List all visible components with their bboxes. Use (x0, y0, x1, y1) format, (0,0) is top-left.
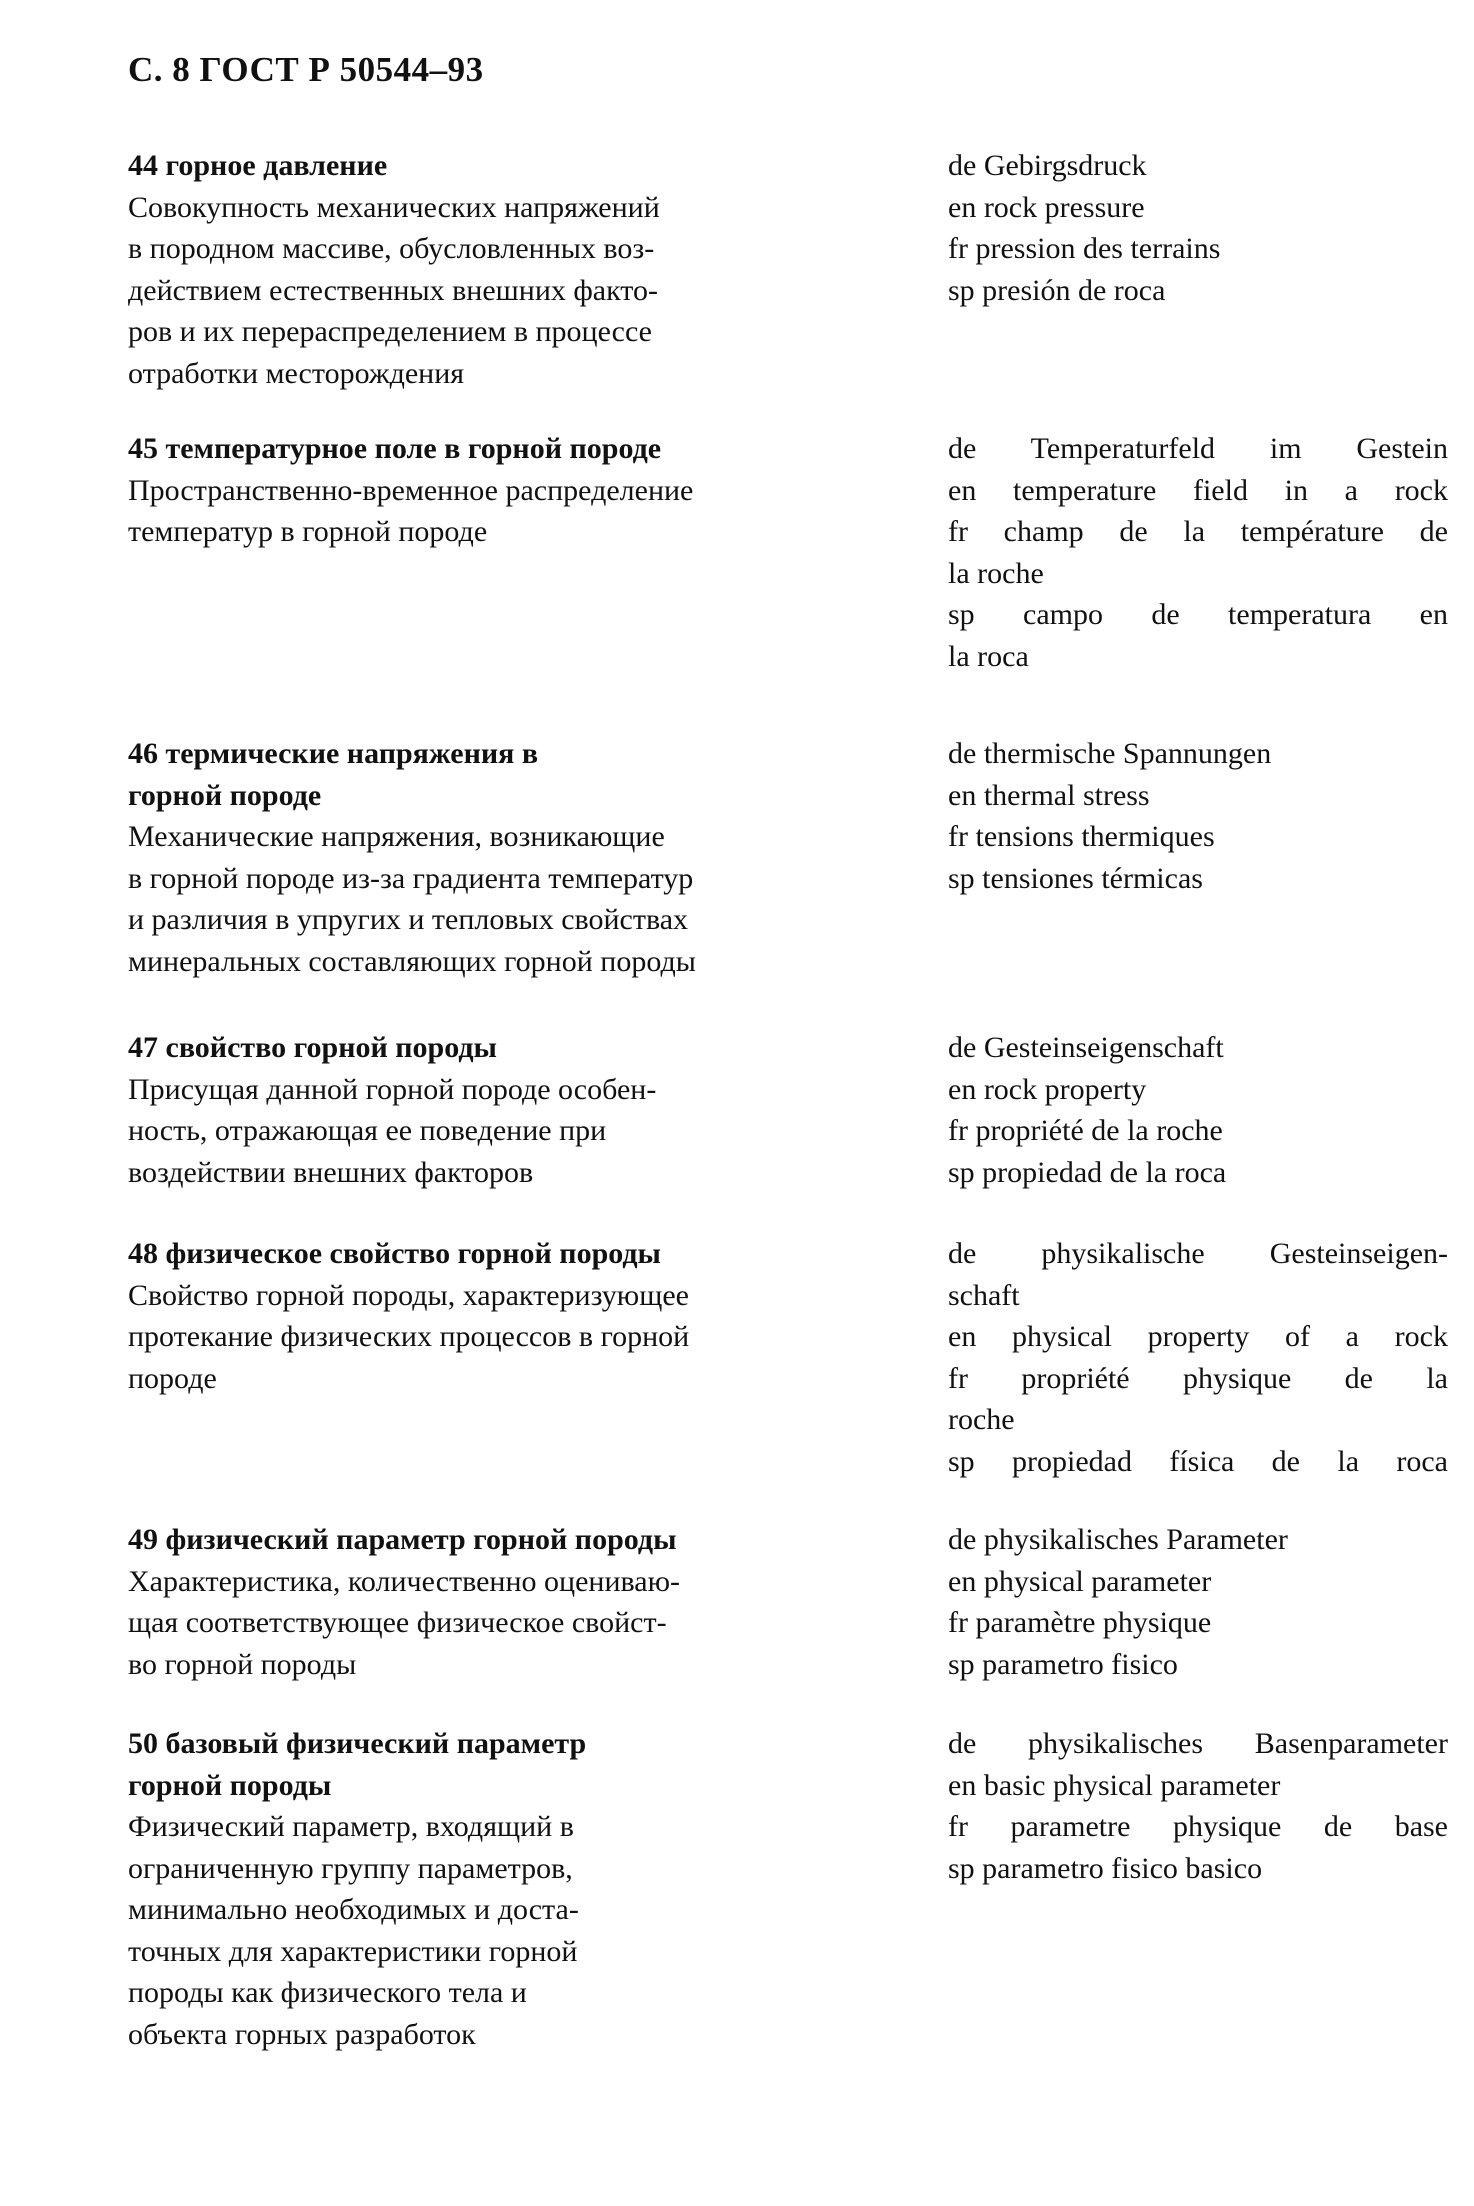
definition-line: в породном массиве, обусловленных воз- (128, 232, 655, 265)
equivalent-sp: sp tensiones térmicas (948, 861, 1203, 895)
definition-line: минимально необходимых и доста- (128, 1893, 579, 1926)
definition-line: Свойство горной породы, характеризующее (128, 1278, 689, 1312)
foreign-equivalents (948, 1723, 1448, 1889)
equivalent-fr-cont: roche (948, 1403, 1015, 1436)
equivalent-de: de Gebirgsdruck (948, 149, 1147, 182)
foreign-equivalents (948, 1233, 1448, 1482)
definition-line: в горной породе из-за градиента температур (128, 861, 694, 895)
foreign-equivalents (948, 1027, 1448, 1193)
foreign-equivalents (948, 145, 1448, 311)
equivalent-de: de physikalische Gesteinseigen- (948, 1237, 1448, 1270)
term-title-cont: горной породе (128, 778, 322, 812)
definition-line: Присущая данной горной породе особен- (128, 1072, 657, 1106)
definition-line: точных для характеристики горной (128, 1934, 578, 1968)
equivalent-en: en physical property of a rock (948, 1320, 1448, 1353)
equivalent-fr: fr tensions thermiques (948, 820, 1215, 853)
equivalent-en: en physical parameter (948, 1564, 1212, 1598)
equivalent-fr: fr parametre physique de base (948, 1810, 1448, 1843)
equivalent-fr-cont: la roche (948, 556, 1044, 590)
foreign-equivalents (948, 428, 1448, 677)
equivalent-de-cont: schaft (948, 1278, 1020, 1312)
term-title: 46 термические напряжения в (128, 737, 539, 770)
equivalent-fr: fr pression des terrains (948, 232, 1221, 265)
term-title: 49 физический параметр горной породы (128, 1523, 677, 1556)
definition-line: ность, отражающая ее поведение при (128, 1114, 607, 1147)
definition-line: протекание физических процессов в горной (128, 1320, 690, 1353)
definition-line: ограниченную группу параметров, (128, 1851, 573, 1885)
definition-line: Физический параметр, входящий в (128, 1810, 574, 1843)
definition-line: Механические напряжения, возникающие (128, 820, 665, 853)
term-title-cont: горной породы (128, 1768, 332, 1802)
ru-term-block (128, 1723, 848, 2055)
foreign-equivalents (948, 1519, 1448, 1685)
ru-term-block (128, 1519, 848, 1685)
foreign-equivalents (948, 733, 1448, 899)
definition-line: во горной породы (128, 1647, 357, 1681)
ru-term-block (128, 1233, 848, 1399)
equivalent-en: en rock property (948, 1072, 1147, 1106)
definition-line: Совокупность механических напряжений (128, 190, 660, 224)
definition-line: Характеристика, количественно оцениваю- (128, 1564, 681, 1598)
equivalent-en: en thermal stress (948, 778, 1150, 812)
equivalent-sp-cont: la roca (948, 639, 1029, 673)
equivalent-sp: sp parametro fisico (948, 1647, 1178, 1681)
definition-line: температур в горной породе (128, 515, 488, 548)
term-title: 45 температурное поле в горной породе (128, 432, 662, 465)
equivalent-sp: sp propiedad física de la roca (948, 1444, 1448, 1478)
equivalent-sp: sp propiedad de la roca (948, 1155, 1227, 1189)
equivalent-de: de physikalisches Basenparameter (948, 1727, 1448, 1760)
definition-line: породы как физического тела и (128, 1976, 527, 2009)
page-header: С. 8 ГОСТ Р 50544–93 (128, 50, 484, 89)
definition-line: щая соответствующее физическое свойст- (128, 1606, 667, 1639)
ru-term-block (128, 145, 848, 394)
definition-line: действием естественных внешних факто- (128, 273, 659, 307)
equivalent-sp: sp campo de temperatura en (948, 598, 1448, 631)
definition-line: Пространственно-временное распределение (128, 473, 694, 507)
equivalent-sp: sp presión de roca (948, 273, 1166, 307)
equivalent-fr: fr propriété de la roche (948, 1114, 1223, 1147)
definition-line: минеральных составляющих горной породы (128, 944, 696, 978)
equivalent-de: de physikalisches Parameter (948, 1523, 1288, 1556)
term-title: 44 горное давление (128, 149, 388, 182)
equivalent-sp: sp parametro fisico basico (948, 1851, 1263, 1885)
equivalent-de: de thermische Spannungen (948, 737, 1272, 770)
definition-line: и различия в упругих и тепловых свойствах (128, 903, 689, 936)
term-title: 48 физическое свойство горной породы (128, 1237, 661, 1270)
ru-term-block (128, 1027, 848, 1193)
equivalent-de: de Gesteinseigenschaft (948, 1031, 1224, 1064)
equivalent-en: en temperature field in a rock (948, 473, 1448, 507)
definition-line: объекта горных разработок (128, 2017, 476, 2051)
equivalent-en: en rock pressure (948, 190, 1145, 224)
equivalent-en: en basic physical parameter (948, 1768, 1281, 1802)
equivalent-fr: fr champ de la température de (948, 515, 1448, 548)
definition-line: воздействии внешних факторов (128, 1155, 534, 1189)
definition-line: отработки месторождения (128, 356, 465, 390)
term-title: 50 базовый физический параметр (128, 1727, 587, 1760)
ru-term-block (128, 733, 848, 982)
equivalent-fr: fr propriété physique de la (948, 1361, 1448, 1395)
equivalent-fr: fr paramètre physique (948, 1606, 1212, 1639)
ru-term-block (128, 428, 848, 553)
definition-line: породе (128, 1361, 217, 1395)
term-title: 47 свойство горной породы (128, 1031, 497, 1064)
equivalent-de: de Temperaturfeld im Gestein (948, 432, 1448, 465)
definition-line: ров и их перераспределением в процессе (128, 315, 652, 348)
